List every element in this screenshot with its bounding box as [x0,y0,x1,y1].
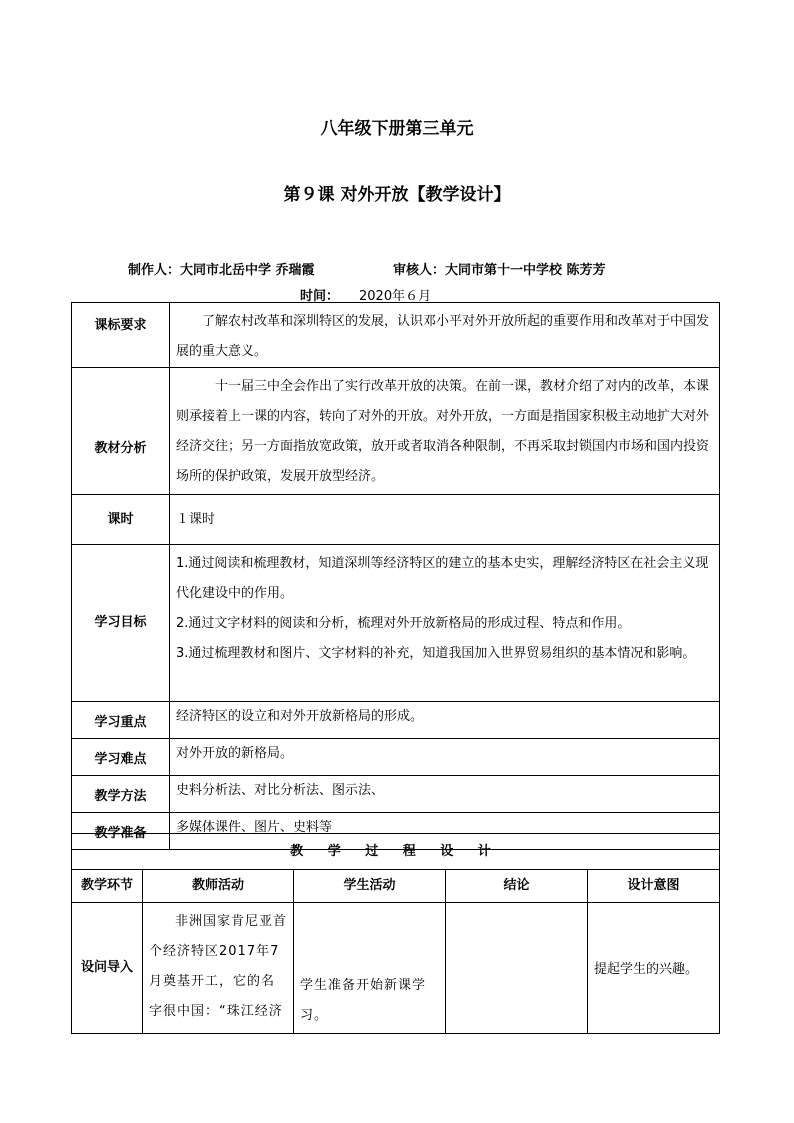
teacher-activity-cell: 非洲国家肯尼亚首个经济特区2017年7月奠基开工，它的名字很中国：“珠江经济 [143,903,294,1034]
table-row [72,495,720,545]
time-value: 2020年６月 [359,289,432,304]
row-label: 学习目标 [72,545,170,702]
row-content: １课时 [170,495,720,545]
table-row [72,739,720,776]
row-label: 教材分析 [72,368,170,495]
row-content: 史料分析法、对比分析法、图示法、 [170,776,720,813]
process-header-row [72,870,720,903]
column-header: 结论 [446,870,588,903]
row-label: 课时 [72,495,170,545]
row-label: 教学方法 [72,776,170,813]
table-row [72,368,720,495]
column-header: 设计意图 [588,870,720,903]
row-label: 课标要求 [72,303,170,368]
row-content: 了解农村改革和深圳特区的发展，认识邓小平对外开放所起的重要作用和改革对于中国发展的重大意义。 [170,303,720,368]
conclusion-cell [446,903,588,1034]
row-label: 教学准备 [72,813,170,850]
table-row [72,903,720,1034]
reviewer: 审核人：大同市第十一中学校 陈芳芳 [393,263,606,278]
author: 制作人：大同市北岳中学 乔瑞霞 [128,263,315,278]
row-content [170,545,720,702]
row-label: 学习难点 [72,739,170,776]
objective-item: 3.通过梳理教材和图片、文字材料的补充，知道我国加入世界贸易组织的基本情况和影响。 [176,646,696,661]
table-row [72,702,720,739]
process-table [71,833,720,1034]
row-content: 对外开放的新格局。 [170,739,720,776]
student-activity-cell: 学生准备开始新课学习。 [294,903,446,1034]
table-row [72,776,720,813]
process-title: 教 学 过 程 设 计 [72,834,720,870]
objective-item: 2.通过文字材料的阅读和分析，梳理对外开放新格局的形成过程、特点和作用。 [176,616,631,631]
time-label: 时间： [300,289,340,304]
column-header: 教学环节 [72,870,143,903]
lesson-title: 第９课 对外开放【教学设计】 [283,185,511,205]
column-header: 教师活动 [143,870,294,903]
unit-title: 八年级下册第三单元 [320,119,474,139]
table-row [72,303,720,368]
lesson-info-table [71,302,720,850]
process-title-row [72,834,720,870]
row-label: 学习重点 [72,702,170,739]
design-intent-cell: 提起学生的兴趣。 [588,903,720,1034]
stage-cell: 设问导入 [72,903,143,1034]
table-row [72,545,720,702]
row-content: 经济特区的设立和对外开放新格局的形成。 [170,702,720,739]
row-content: 十一届三中全会作出了实行改革开放的决策。在前一课，教材介绍了对内的改革，本课则承接着上一课的内容，转向了对外的开放。对外开放，一方面是指国家积极主动地扩大对外经济交往；另一方面指放宽政策，放开或者取消各种限制，不再采取封锁国内市场和国内投资场所的保护政策，发展开放型经济。 [170,368,720,495]
row-content: 多媒体课件、图片、史料等 [170,813,720,850]
objective-item: 1.通过阅读和梳理教材，知道深圳等经济特区的建立的基本史实，理解经济特区在社会主义现代化建设中的作用。 [176,556,709,601]
column-header: 学生活动 [294,870,446,903]
